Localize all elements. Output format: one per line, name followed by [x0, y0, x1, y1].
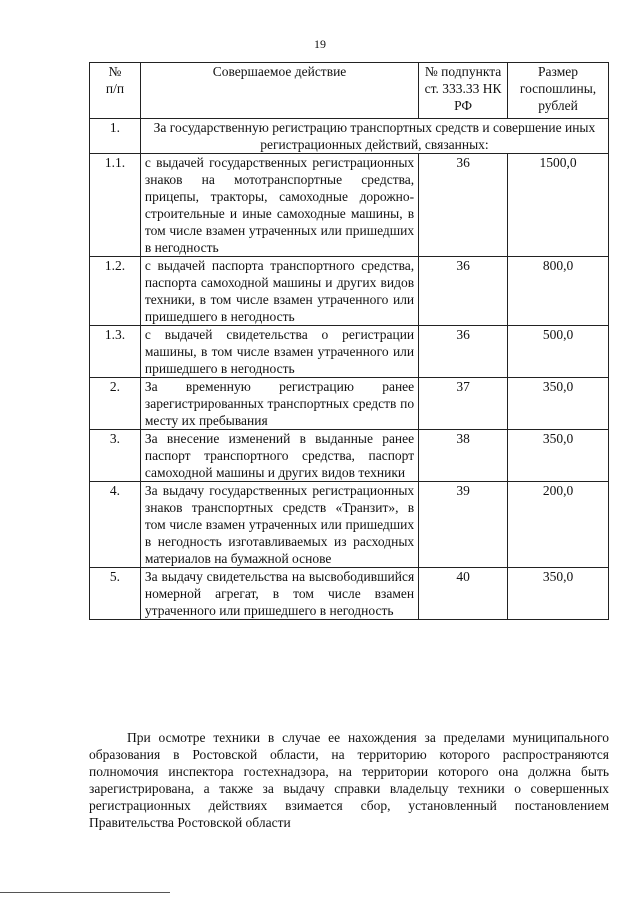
table-row	[90, 568, 609, 620]
section-text: За государственную регистрацию транспортных средств и совершение иных регистрационных действий, связанных:	[140, 119, 608, 154]
body-paragraph: При осмотре техники в случае ее нахождения за пределами муниципального образования в Ростовской области, на территорию которого распространяются полномочия инспектора гостехнадзора, на территории которого она должна быть зарегистрирована, а также за выдачу справки владельцу техники о совершенных регистрационных действиях взимается сбор, установленный постановлением Правительства Ростовской области	[89, 730, 609, 830]
table-row	[90, 257, 609, 326]
row-num: 1.3.	[90, 326, 141, 378]
row-num: 1.2.	[90, 257, 141, 326]
section-row	[90, 119, 609, 154]
table-row	[90, 378, 609, 430]
row-fee: 800,0	[508, 257, 609, 326]
row-subclause: 40	[419, 568, 508, 620]
table-header-row	[90, 63, 609, 119]
page-number: 19	[314, 37, 326, 51]
section-num: 1.	[90, 119, 141, 154]
fee-table	[89, 62, 609, 620]
row-fee: 1500,0	[508, 154, 609, 257]
footer-divider	[0, 892, 170, 893]
table-row	[90, 482, 609, 568]
row-action: За выдачу государственных регистрационных знаков транспортных средств «Транзит», в том числе взамен утраченных или пришедших в негодность изготавливаемых из расходных материалов на бумажной основе	[140, 482, 418, 568]
row-fee: 200,0	[508, 482, 609, 568]
row-action: За выдачу свидетельства на высвободившийся номерной агрегат, в том числе взамен утраченного или пришедшего в негодность	[140, 568, 418, 620]
table-row	[90, 326, 609, 378]
row-subclause: 37	[419, 378, 508, 430]
row-action: За внесение изменений в выданные ранее паспорт транспортного средства, паспорт самоходной машины и других видов техники	[140, 430, 418, 482]
header-num: № п/п	[90, 63, 141, 119]
row-num: 4.	[90, 482, 141, 568]
row-action: с выдачей государственных регистрационных знаков на мототранспортные средства, прицепы, тракторы, самоходные дорожно-строительные и иные самоходные машины, в том числе взамен утраченных или пришедших в негодность	[140, 154, 418, 257]
header-fee: Размер госпошлины, рублей	[508, 63, 609, 119]
row-action: с выдачей свидетельства о регистрации машины, в том числе взамен утраченного или пришедшего в негодность	[140, 326, 418, 378]
row-fee: 350,0	[508, 568, 609, 620]
row-subclause: 36	[419, 257, 508, 326]
header-subclause: № подпункта ст. 333.33 НК РФ	[419, 63, 508, 119]
row-num: 1.1.	[90, 154, 141, 257]
table-row	[90, 154, 609, 257]
row-subclause: 39	[419, 482, 508, 568]
row-subclause: 38	[419, 430, 508, 482]
row-fee: 350,0	[508, 430, 609, 482]
row-subclause: 36	[419, 154, 508, 257]
row-num: 5.	[90, 568, 141, 620]
table-row	[90, 430, 609, 482]
row-fee: 500,0	[508, 326, 609, 378]
row-action: За временную регистрацию ранее зарегистрированных транспортных средств по месту их пребывания	[140, 378, 418, 430]
row-num: 3.	[90, 430, 141, 482]
row-action: с выдачей паспорта транспортного средства, паспорта самоходной машины и других видов техники, в том числе взамен утраченного или пришедшего в негодность	[140, 257, 418, 326]
row-subclause: 36	[419, 326, 508, 378]
row-num: 2.	[90, 378, 141, 430]
row-fee: 350,0	[508, 378, 609, 430]
header-action: Совершаемое действие	[140, 63, 418, 119]
